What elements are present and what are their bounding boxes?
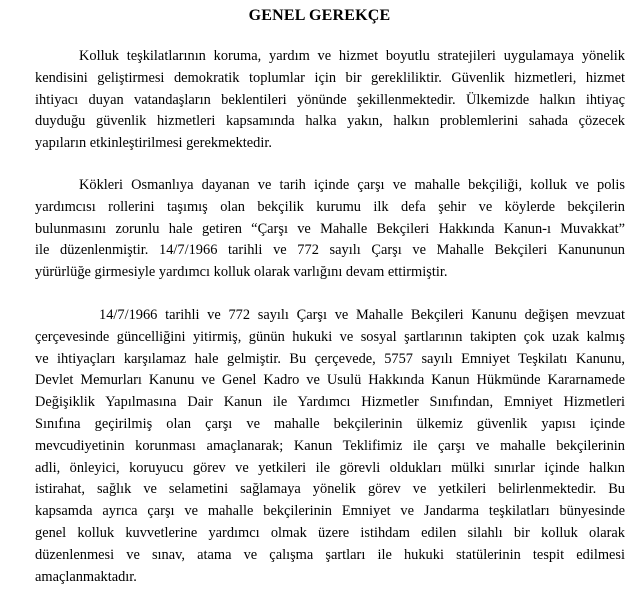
paragraph-line: Kolluk teşkilatlarının koruma, yardım ve hizmet boyutlu stratejileri uygulamaya yönelik	[79, 48, 625, 64]
paragraph-line: genel kolluk kuvvetlerine yardımcı olmak üzere istihdam edilen silahlı bir kolluk olarak	[35, 524, 625, 541]
paragraph-line: kapsamda ayrıca çarşı ve mahalle bekçilerinin Emniyet ve Jandarma teşkilatları bünyesinde	[35, 503, 625, 520]
paragraph-2	[35, 175, 625, 284]
paragraph-line: amaçlanmaktadır.	[35, 568, 137, 585]
paragraph-line: duyduğu güvenlik hizmetleri kapsamında halka yakın, halkın problemlerini sahada çözecek	[35, 113, 625, 130]
paragraph-line: düzenlenmesi ve sınav, atama ve çalışma şartları ile hukuki statülerinin tespit edilmesi	[35, 546, 625, 563]
paragraph-line: Kökleri Osmanlıya dayanan ve tarih içinde çarşı ve mahalle bekçiliği, kolluk ve polis	[79, 177, 625, 193]
paragraph-line: kendisini geliştirmesi demokratik toplumlar için bir gerekliliktir. Güvenlik hizmetleri, hizmet	[35, 69, 625, 86]
paragraph-line: yürürlüğe girmesiyle yardımcı kolluk olarak varlığını devam ettirmiştir.	[35, 264, 448, 281]
paragraph-line: mevcudiyetinin korunması amaçlanarak; Kanun Teklifimiz ile çarşı ve mahalle bekçilerinin	[35, 437, 625, 454]
paragraph-line: Devlet Memurları Kanunu ve Genel Kadro ve Usulü Hakkında Kanun Hükmünde Kararnamede	[35, 372, 625, 389]
paragraph-line: bulunmasını zorunlu hale getiren “Çarşı ve Mahalle Bekçileri Hakkında Kanun-ı Muvakkat”	[35, 220, 625, 237]
paragraph-line: ile düzenlenmiştir. 14/7/1966 tarihli ve 772 sayılı Çarşı ve Mahalle Bekçileri Kanununun	[35, 242, 625, 259]
paragraph-line: ve ihtiyaçları karşılamaz hale gelmiştir. Bu çerçevede, 5757 sayılı Emniyet Teşkilatı Kanunu,	[35, 350, 625, 367]
paragraph-1	[35, 46, 625, 155]
paragraph-line: çerçevesinde güncelliğini yitirmiş, günün hukuki ve sosyal şartlarının takipten çok uzak kalmış	[35, 328, 625, 345]
paragraph-line: yardımcısı rollerini taşımış olan bekçilik kurumu ilk defa şehir ve köylerde bekçilerin	[35, 198, 625, 215]
paragraph-line: Değişiklik Yapılmasına Dair Kanun ile Yardımcı Hizmetler Sınıfından, Emniyet Hizmetleri	[35, 394, 625, 411]
paragraph-line: adli, önleyici, koruyucu görev ve yetkileri ile görevli oldukları mülki sınırlar içinde halkın	[35, 459, 625, 476]
paragraph-line: Sınıfına geçirilmiş olan çarşı ve mahalle bekçilerinin ülkemiz güvenlik yapısı içinde	[35, 415, 625, 432]
paragraph-line: yapıların etkinleştirilmesi gerekmektedir.	[35, 135, 272, 152]
paragraph-line: 14/7/1966 tarihli ve 772 sayılı Çarşı ve Mahalle Bekçileri Kanunu değişen mevzuat	[99, 307, 625, 323]
paragraph-line: ihtiyacı duyan vatandaşların beklentileri yönünde şekillenmektedir. Ülkemizde halkın ihtiyaç	[35, 91, 625, 108]
paragraph-3	[35, 305, 625, 588]
document-title: GENEL GEREKÇE	[248, 7, 391, 24]
paragraph-line: istirahat, sağlık ve selametini sağlamaya yönelik görev ve yetkileri belirlenmektedir. Bu	[35, 481, 625, 498]
